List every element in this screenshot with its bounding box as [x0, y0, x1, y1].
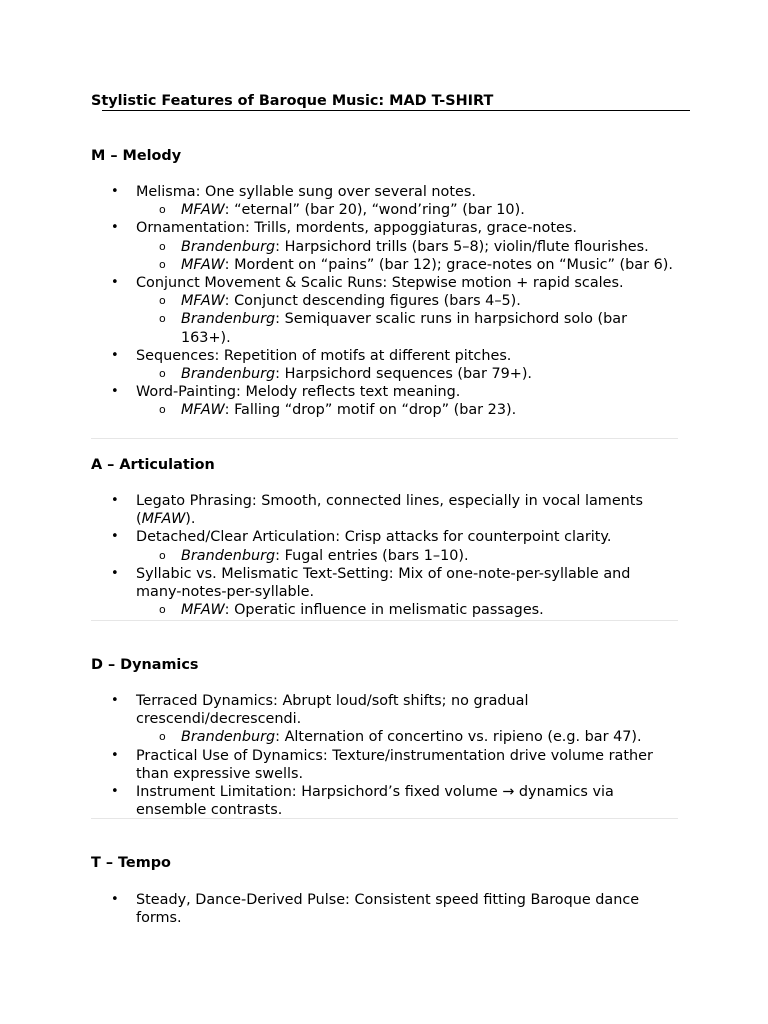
circle-bullet-icon: o — [159, 603, 166, 617]
sub-list-item — [136, 256, 680, 274]
circle-bullet-icon: o — [159, 730, 166, 744]
sub-list-item — [136, 292, 680, 310]
list-item — [0, 528, 680, 564]
item-text: Terraced Dynamics: Abrupt loud/soft shifts; no gradual crescendi/decrescendi. — [136, 693, 529, 728]
work-name: MFAW — [141, 511, 186, 528]
circle-bullet-icon: o — [159, 403, 166, 417]
item-text: Syllabic vs. Melismatic Text-Setting: Mix of one-note-per-syllable and many-notes-per-syllable. — [136, 565, 631, 601]
sub-item-text: : Conjunct descending figures (bars 4–5). — [224, 293, 521, 310]
sub-item-text: : Mordent on “pains” (bar 12); grace-notes on “Music” (bar 6). — [224, 256, 673, 273]
list-item — [0, 383, 680, 419]
sub-item-text: : Alternation of concertino vs. ripieno (e.g. bar 47). — [275, 729, 642, 746]
dynamics-list — [0, 692, 680, 819]
bullet-icon: • — [111, 347, 119, 363]
sub-item-text: : Semiquaver scalic runs in harpsichord solo (bar 163+). — [181, 311, 628, 346]
section-heading-tempo: T – Tempo — [91, 855, 171, 871]
bullet-icon: • — [111, 220, 119, 236]
section-heading-dynamics: D – Dynamics — [91, 657, 199, 673]
sub-list-item — [136, 401, 680, 419]
bullet-icon: • — [111, 184, 119, 199]
item-text: Legato Phrasing: Smooth, connected lines, especially in vocal laments ( — [136, 493, 643, 528]
work-name: Brandenburg — [181, 547, 276, 564]
work-name: Brandenburg — [181, 366, 276, 383]
bullet-icon: • — [111, 275, 119, 291]
title-underline — [102, 110, 690, 111]
list-item — [0, 219, 680, 274]
list-item — [0, 565, 680, 620]
list-item — [0, 783, 680, 819]
sub-item-text: : Operatic influence in melismatic passages. — [224, 602, 544, 619]
work-name: MFAW — [181, 602, 225, 619]
item-text: Ornamentation: Trills, mordents, appoggiaturas, grace-notes. — [136, 220, 577, 237]
list-item — [0, 692, 680, 747]
section-divider — [91, 438, 678, 439]
circle-bullet-icon: o — [159, 239, 166, 253]
sub-item-text: : Fugal entries (bars 1–10). — [275, 547, 469, 564]
bullet-icon: • — [111, 493, 119, 508]
circle-bullet-icon: o — [159, 294, 166, 308]
section-heading-melody: M – Melody — [91, 148, 182, 164]
bullet-icon: • — [111, 693, 119, 708]
work-name: Brandenburg — [181, 311, 276, 328]
list-item — [0, 274, 680, 347]
item-text: Practical Use of Dynamics: Texture/instrumentation drive volume rather than expressive swells. — [136, 747, 653, 782]
item-text: Conjunct Movement & Scalic Runs: Stepwise motion + rapid scales. — [136, 275, 624, 292]
section-heading-articulation: A – Articulation — [91, 457, 215, 473]
bullet-icon: • — [111, 529, 119, 545]
sub-list-item — [136, 728, 680, 746]
bullet-icon: • — [111, 892, 119, 907]
item-text-after: ). — [185, 511, 196, 528]
sub-item-text: : “eternal” (bar 20), “wond’ring” (bar 10). — [224, 202, 525, 219]
articulation-list — [0, 492, 680, 619]
circle-bullet-icon: o — [159, 257, 166, 271]
circle-bullet-icon: o — [159, 203, 166, 217]
tempo-list — [0, 891, 680, 927]
bullet-icon: • — [111, 384, 119, 400]
item-text: Sequences: Repetition of motifs at different pitches. — [136, 347, 512, 364]
circle-bullet-icon: o — [159, 548, 166, 562]
work-name: Brandenburg — [181, 729, 276, 746]
section-divider — [91, 620, 678, 621]
sub-item-text: : Falling “drop” motif on “drop” (bar 23). — [224, 402, 517, 419]
work-name: MFAW — [181, 293, 225, 310]
sub-list-item — [136, 601, 680, 619]
bullet-icon: • — [111, 784, 119, 800]
circle-bullet-icon: o — [159, 367, 166, 381]
sub-list-item — [136, 201, 680, 219]
work-name: MFAW — [181, 202, 225, 219]
list-item — [0, 891, 680, 927]
work-name: MFAW — [181, 402, 225, 419]
list-item — [0, 183, 680, 219]
document-title: Stylistic Features of Baroque Music: MAD T-SHIRT — [91, 93, 494, 109]
item-text: Instrument Limitation: Harpsichord’s fixed volume → dynamics via ensemble contrasts. — [136, 784, 614, 819]
sub-list-item — [136, 310, 680, 346]
sub-list-item — [136, 238, 680, 256]
bullet-icon: • — [111, 565, 119, 581]
sub-item-text: : Harpsichord trills (bars 5–8); violin/flute flourishes. — [275, 238, 649, 255]
work-name: Brandenburg — [181, 238, 276, 255]
item-text: Word-Painting: Melody reflects text meaning. — [136, 384, 461, 401]
list-item — [0, 492, 680, 528]
melody-list — [0, 183, 680, 420]
sub-list-item — [136, 365, 680, 383]
item-text: Steady, Dance-Derived Pulse: Consistent speed fitting Baroque dance forms. — [136, 892, 640, 927]
item-text: Melisma: One syllable sung over several notes. — [136, 184, 476, 200]
item-text: Detached/Clear Articulation: Crisp attacks for counterpoint clarity. — [136, 529, 612, 546]
sub-item-text: : Harpsichord sequences (bar 79+). — [275, 366, 533, 383]
section-divider — [91, 818, 678, 819]
list-item — [0, 347, 680, 383]
work-name: MFAW — [181, 256, 225, 273]
bullet-icon: • — [111, 747, 119, 763]
sub-list-item — [136, 547, 680, 565]
circle-bullet-icon: o — [159, 312, 166, 326]
list-item — [0, 747, 680, 783]
